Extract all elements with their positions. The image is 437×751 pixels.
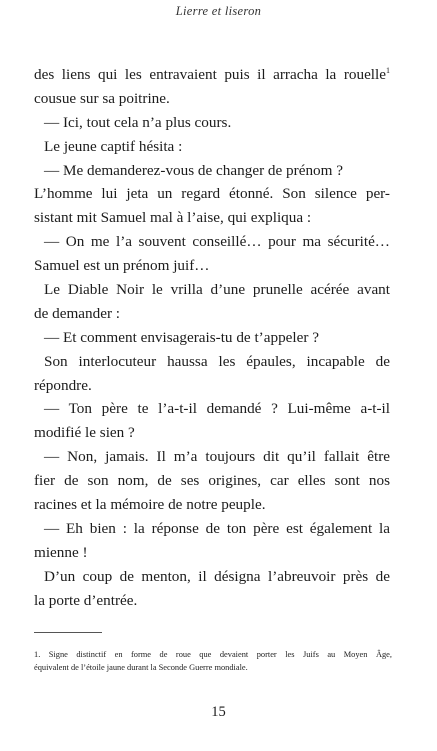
text-line-content: Son interlocuteur haussa les épaules, incapable de <box>44 352 390 370</box>
text-line-content: — Ton père te l’a-t-il demandé ? Lui-même a-t-il <box>44 400 390 418</box>
text-line-content: — Eh bien : la réponse de ton père est également la <box>44 519 390 537</box>
text-line <box>34 445 390 469</box>
text-line <box>34 278 390 302</box>
text-line <box>34 565 390 589</box>
text-line <box>34 135 390 159</box>
text-line-content: la porte d’entrée. <box>34 591 138 609</box>
text-line <box>34 230 390 254</box>
text-line-content: L’homme lui jeta un regard étonné. Son silence per- <box>34 185 390 203</box>
footnote-rule <box>34 632 102 633</box>
text-line-content: sistant mit Samuel mal à l’aise, qui expliqua : <box>34 209 312 227</box>
text-line-content: Le jeune captif hésita : <box>44 137 183 155</box>
text-line-content: — On me l’a souvent conseillé… pour ma sécurité… <box>44 233 390 251</box>
text-line-content: Le Diable Noir le vrilla d’une prunelle acérée avant <box>44 281 390 299</box>
text-line-content: cousue sur sa poitrine. <box>34 89 170 107</box>
text-line-content: racines et la mémoire de notre peuple. <box>34 496 266 514</box>
text-line-content: mienne ! <box>34 543 88 561</box>
text-line <box>34 111 390 135</box>
text-line-content: — Non, jamais. Il m’a toujours dit qu’il fallait être <box>44 448 390 466</box>
text-line <box>34 326 390 350</box>
text-line-content: répondre. <box>34 376 92 394</box>
text-line <box>34 159 390 183</box>
text-line-content: fier de son nom, de ses origines, car elles sont nos <box>34 472 390 490</box>
text-line <box>34 374 390 398</box>
text-line <box>34 589 390 613</box>
text-line <box>34 541 390 565</box>
text-line-content: des liens qui les entravaient puis il arracha la rouelle <box>34 66 386 83</box>
text-line <box>34 397 390 421</box>
text-line <box>34 421 390 445</box>
running-head: Lierre et liseron <box>175 4 262 18</box>
text-line <box>34 350 390 374</box>
text-line <box>34 302 390 326</box>
text-line <box>34 517 390 541</box>
text-line <box>34 182 390 206</box>
footnote <box>34 648 392 674</box>
text-line-content: de demander : <box>34 304 121 322</box>
text-line <box>34 469 390 493</box>
text-line-content: — Ici, tout cela n’a plus cours. <box>44 113 232 131</box>
text-line-content: — Me demanderez-vous de changer de prénom ? <box>44 161 343 179</box>
text-line-content: D’un coup de menton, il désigna l’abreuvoir près de <box>44 567 390 585</box>
text-line <box>34 87 390 111</box>
footnote-line: équivalent de l’étoile jaune durant la Seconde Guerre mondiale. <box>34 663 248 672</box>
text-line <box>34 63 390 87</box>
text-line-content: Samuel est un prénom juif… <box>34 257 210 275</box>
footnote-line: 1. Signe distinctif en forme de roue que devaient porter les Juifs au Moyen Âge, <box>34 650 392 659</box>
text-line <box>34 254 390 278</box>
text-line-content: — Et comment envisagerais-tu de t’appeler ? <box>44 328 319 346</box>
text-line <box>34 493 390 517</box>
footnote-reference: 1 <box>386 65 390 75</box>
text-line <box>34 206 390 230</box>
text-line-content: modifié le sien ? <box>34 424 135 442</box>
body-text <box>34 63 390 612</box>
page-number: 15 <box>211 704 226 720</box>
